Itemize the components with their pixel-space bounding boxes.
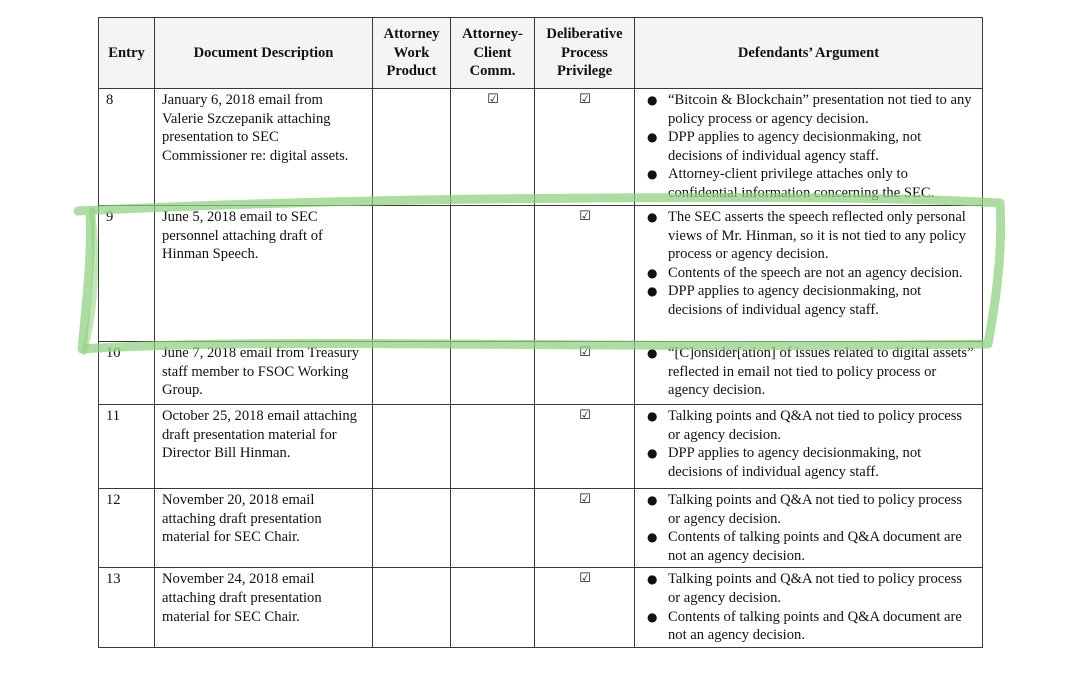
header-deliberative-process-privilege <box>535 18 635 89</box>
argument-item <box>642 91 976 128</box>
entry-number: 12 <box>99 489 155 568</box>
deliberative-checkbox-icon: ☑ <box>535 342 635 405</box>
argument-text: DPP applies to agency decisionmaking, not decisions of individual agency staff. <box>668 445 922 480</box>
bullet-icon: ● <box>647 530 658 545</box>
argument-item <box>642 208 976 264</box>
bullet-icon: ● <box>647 346 658 360</box>
argument-item <box>642 570 976 607</box>
deliberative-checkbox-icon: ☑ <box>535 206 635 342</box>
client-comm-cell <box>451 342 535 405</box>
argument-text: Contents of the speech are not an agency decision. <box>668 264 963 281</box>
entry-number: 8 <box>99 89 155 206</box>
argument-text: DPP applies to agency decisionmaking, not decisions of individual agency staff. <box>668 283 922 318</box>
defendants-argument <box>635 489 983 568</box>
header-work-product-line: Product <box>386 63 437 80</box>
argument-text: “[C]onsider[ation] of issues related to digital assets” reflected in email not tied to policy process or agency decision. <box>668 345 974 399</box>
deliberative-checkbox-icon: ☑ <box>535 89 635 206</box>
header-attorney-client-comm <box>451 18 535 89</box>
defendants-argument <box>635 342 983 405</box>
defendants-argument <box>635 568 983 647</box>
table-row <box>99 405 983 489</box>
client-comm-checkbox-icon: ☑ <box>451 89 535 206</box>
document-description: November 24, 2018 email attaching draft presentation material for SEC Chair. <box>155 568 373 647</box>
table-row <box>99 489 983 568</box>
table-row <box>99 568 983 647</box>
argument-item <box>642 528 976 565</box>
header-work-product-line: Work <box>393 44 430 61</box>
entry-number: 13 <box>99 568 155 647</box>
entry-number: 11 <box>99 405 155 489</box>
argument-text: DPP applies to agency decisionmaking, not decisions of individual agency staff. <box>668 129 922 164</box>
argument-item <box>642 128 976 165</box>
bullet-icon: ● <box>647 265 658 280</box>
document-description: June 5, 2018 email to SEC personnel attaching draft of Hinman Speech. <box>155 206 373 342</box>
work-product-cell <box>373 568 451 647</box>
header-deliberative-line: Privilege <box>556 63 613 80</box>
bullet-icon: ● <box>647 210 658 224</box>
work-product-cell <box>373 405 451 489</box>
header-document-description: Document Description <box>155 18 373 89</box>
argument-item <box>642 165 976 202</box>
work-product-cell <box>373 89 451 206</box>
entry-number: 10 <box>99 342 155 405</box>
client-comm-cell <box>451 489 535 568</box>
work-product-cell <box>373 489 451 568</box>
argument-item <box>642 344 976 400</box>
entry-number: 9 <box>99 206 155 342</box>
header-client-comm-line: Comm. <box>469 63 516 80</box>
header-attorney-work-product <box>373 18 451 89</box>
bullet-icon: ● <box>647 93 658 107</box>
argument-text: Contents of talking points and Q&A document are not an agency decision. <box>668 529 962 564</box>
argument-list <box>642 208 976 320</box>
argument-list <box>642 407 976 481</box>
work-product-cell <box>373 206 451 342</box>
argument-list <box>642 91 976 203</box>
bullet-icon: ● <box>647 284 658 299</box>
argument-text: Contents of talking points and Q&A document are not an agency decision. <box>668 608 962 644</box>
bullet-icon: ● <box>647 409 658 423</box>
deliberative-checkbox-icon: ☑ <box>535 405 635 489</box>
document-description: June 7, 2018 email from Treasury staff member to FSOC Working Group. <box>155 342 373 405</box>
argument-item <box>642 282 976 319</box>
bullet-icon: ● <box>647 609 658 624</box>
bullet-icon: ● <box>647 167 658 182</box>
argument-list <box>642 570 976 644</box>
table-row <box>99 206 983 342</box>
table-row <box>99 89 983 206</box>
argument-list <box>642 344 976 400</box>
client-comm-cell <box>451 206 535 342</box>
argument-text: Talking points and Q&A not tied to policy process or agency decision. <box>668 408 963 443</box>
header-deliberative-line: Deliberative <box>546 26 623 43</box>
argument-text: The SEC asserts the speech reflected only personal views of Mr. Hinman, so it is not tied to any policy process or agency decision. <box>668 209 966 263</box>
document-description: October 25, 2018 email attaching draft presentation material for Director Bill Hinman. <box>155 405 373 489</box>
table-row <box>99 342 983 405</box>
argument-text: Talking points and Q&A not tied to policy process or agency decision. <box>668 571 963 606</box>
header-client-comm-line: Attorney- <box>462 26 523 43</box>
argument-list <box>642 491 976 565</box>
bullet-icon: ● <box>647 446 658 461</box>
header-work-product-line: Attorney <box>383 26 440 43</box>
header-defendants-argument: Defendants’ Argument <box>635 18 983 89</box>
argument-text: Attorney-client privilege attaches only to confidential information concerning the SEC. <box>668 166 935 201</box>
argument-text: “Bitcoin & Blockchain” presentation not tied to any policy process or agency decision. <box>668 92 972 127</box>
argument-item <box>642 264 976 283</box>
privilege-log-table <box>98 17 983 648</box>
document-description: January 6, 2018 email from Valerie Szczepanik attaching presentation to SEC Commissioner re: digital assets. <box>155 89 373 206</box>
header-row <box>99 18 983 89</box>
client-comm-cell <box>451 568 535 647</box>
defendants-argument <box>635 206 983 342</box>
header-entry: Entry <box>99 18 155 89</box>
bullet-icon: ● <box>647 130 658 145</box>
document-description: November 20, 2018 email attaching draft presentation material for SEC Chair. <box>155 489 373 568</box>
deliberative-checkbox-icon: ☑ <box>535 489 635 568</box>
client-comm-cell <box>451 405 535 489</box>
bullet-icon: ● <box>647 493 658 507</box>
argument-item <box>642 444 976 481</box>
argument-item <box>642 608 976 645</box>
defendants-argument <box>635 405 983 489</box>
work-product-cell <box>373 342 451 405</box>
bullet-icon: ● <box>647 572 658 587</box>
defendants-argument <box>635 89 983 206</box>
argument-text: Talking points and Q&A not tied to policy process or agency decision. <box>668 492 963 527</box>
deliberative-checkbox-icon: ☑ <box>535 568 635 647</box>
header-client-comm-line: Client <box>473 44 512 61</box>
argument-item <box>642 407 976 444</box>
argument-item <box>642 491 976 528</box>
header-deliberative-line: Process <box>561 44 608 61</box>
